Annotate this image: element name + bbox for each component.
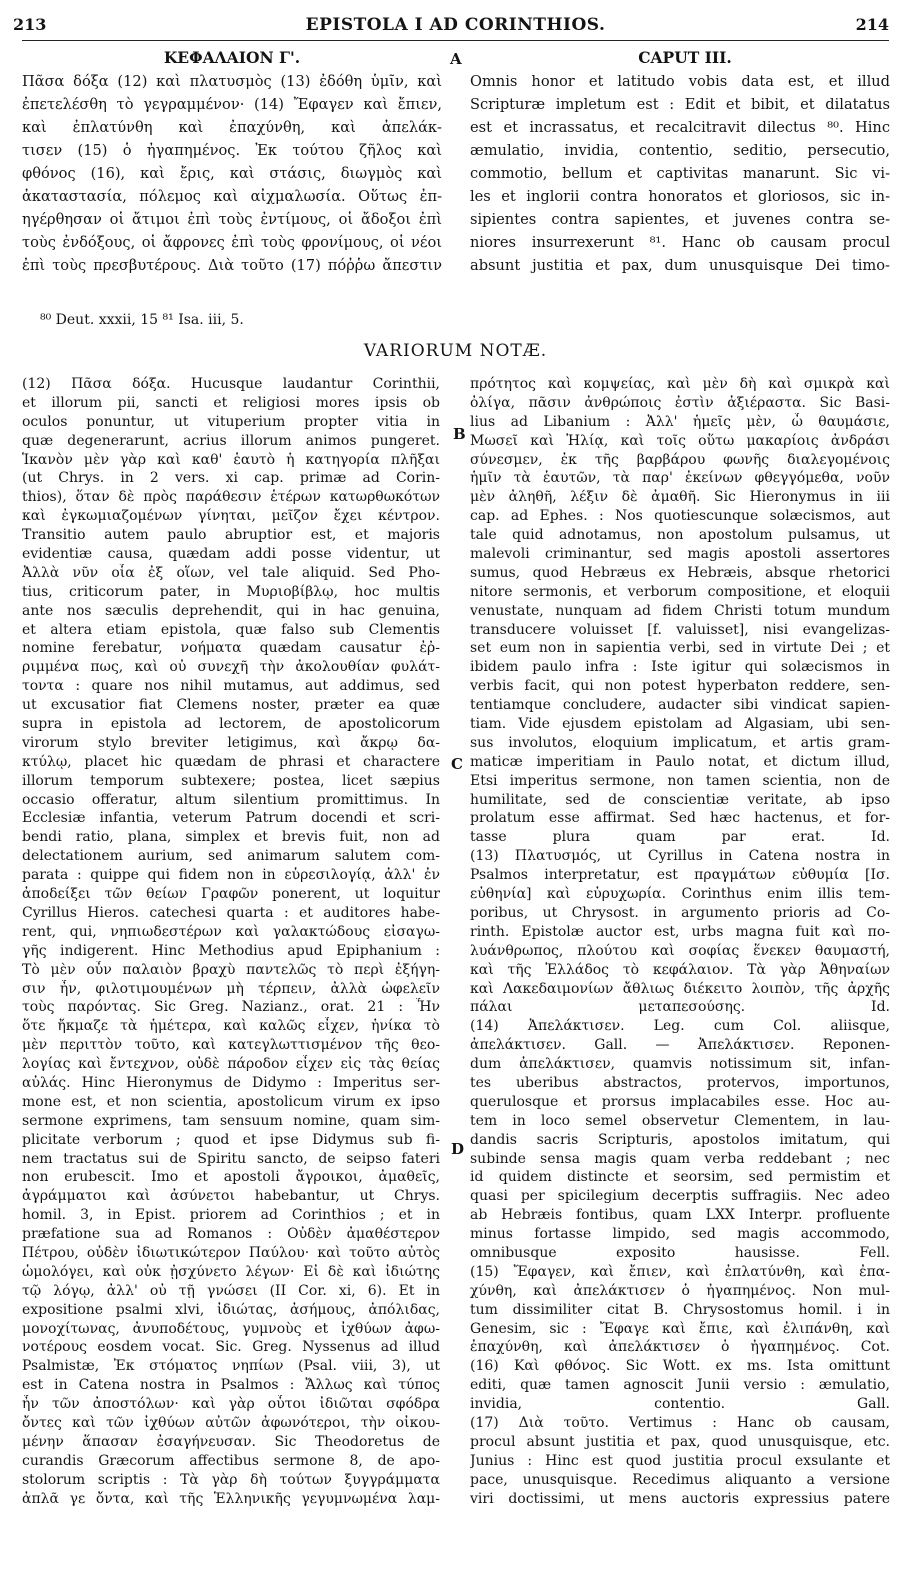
- notes-left-column: [22, 375, 440, 1508]
- greek-line: Πᾶσα δόξα (12) καὶ πλατυσμὸς (13) ἐδόθη ὑμῖν, καὶ: [22, 73, 442, 90]
- greek-text-column: [22, 70, 442, 277]
- note-line: ὅτε ἤκμαζε τὰ ἡμέτερα, καὶ καλῶς εἶχεν, ἡνίκα τὸ: [22, 1018, 440, 1035]
- note-line: tiam. Vide ejusdem epistolam ad Algasiam, ubi sen-: [470, 716, 890, 733]
- note-line: evidentiæ causa, quædam addi posse videntur, ut: [22, 546, 440, 563]
- note-line: quasi per spicilegium decerptis suffragiis. Nec adeo: [470, 1188, 890, 1205]
- note-line: plicitate verborum ; quod et ipse Didymus sub fi-: [22, 1131, 440, 1148]
- note-line: Cyrillus Hieros. catechesi quarta : et auditores habe-: [22, 904, 440, 921]
- note-line: subinde sensa magis quam verba reddebant ; nec: [470, 1150, 890, 1167]
- note-line: ἀπελάκτισεν. Gall. — Ἀπελάκτισεν. Reponen-: [470, 1037, 890, 1054]
- note-line: non erubescit. Imo et apostoli ἄγροικοι, ἀμαθεῖς,: [22, 1169, 440, 1186]
- note-line: ab Hebræis fontibus, quam LXX Interpr. profluente: [470, 1207, 890, 1224]
- note-line: ἦν τῶν ἀποστόλων· καὶ γὰρ οὗτοι ἰδιῶται σφόδρα: [22, 1396, 440, 1413]
- greek-line: φθόνος (16), καὶ ἔρις, καὶ στάσις, διωγμὸς καὶ: [22, 165, 442, 182]
- note-line: (16) Καὶ φθόνος. Sic Wott. ex ms. Ista omittunt: [470, 1358, 890, 1375]
- note-line: (17) Διὰ τοῦτο. Vertimus : Hanc ob causam,: [470, 1414, 890, 1431]
- greek-line: ἀκαταστασία, πόλεμος καὶ αἰχμαλωσία. Οὕτως ἐπ-: [22, 188, 442, 205]
- note-line: γῆς indigerent. Hinc Methodius apud Epiphanium :: [22, 942, 440, 959]
- note-line: illorum temporum subtexere; postea, licet sæpius: [22, 772, 440, 789]
- note-line: Πέτρου, οὐδὲν ἰδιωτικώτερον Παύλου· καὶ τοῦτο αὐτὸς: [22, 1244, 440, 1261]
- note-line: rinth. Epistolæ auctor est, urbs magna fuit καὶ πο-: [470, 923, 890, 940]
- note-line: εὐθηνία] καὶ εὐρυχωρία. Corinthus enim illis tem-: [470, 886, 890, 903]
- note-line: procul absunt justitia et pax, quod unusquisque, etc.: [470, 1433, 890, 1450]
- note-line: tum dissimiliter citat B. Chrysostomus homil. i in: [470, 1301, 890, 1318]
- note-line: Psalmistæ, Ἐκ στόματος νηπίων (Psal. viii, 3), ut: [22, 1358, 440, 1375]
- note-line: κτύλῳ, placet hic quædam de phrasi et charactere: [22, 753, 440, 770]
- note-line: sumus, quod Hebræus ex Hebræis, absque rhetorici: [470, 564, 890, 581]
- note-line: αὐλάς. Hinc Hieronymus de Didymo : Imperitus ser-: [22, 1074, 440, 1091]
- greek-chapter-heading: ΚΕΦΑΛΑΙΟΝ Γ'.: [163, 48, 301, 67]
- note-line: dandis sacris Scripturis, apostolos imitatum, qui: [470, 1131, 890, 1148]
- note-line: nomine ferebatur, νοήματα quædam causatur ἐῤ-: [22, 640, 440, 657]
- note-line: delectationem aurium, sed animarum salutem com-: [22, 848, 440, 865]
- note-line: supra in epistola ad lectorem, de apostolicorum: [22, 716, 440, 733]
- note-line: querulosque et prorsus implacabiles esse. Hoc au-: [470, 1093, 890, 1110]
- greek-line: τισεν (15) ὁ ἠγαπημένος. Ἐκ τούτου ζῆλος καὶ: [22, 142, 442, 159]
- note-line: sus involutos, eloquium implicatum, et artis gram-: [470, 734, 890, 751]
- note-line: ἀποδείξει τῶν θείων Γραφῶν ponerent, ut loquitur: [22, 886, 440, 903]
- latin-line: sipientes contra sapientes, et juvenes contra se-: [470, 211, 890, 228]
- note-line: set eum non in sapientia verbi, sed in virtute Dei ; et: [470, 640, 890, 657]
- note-line: Junius : Hinc est quod justitia procul exsulante et: [470, 1452, 890, 1469]
- note-line: ibidem paulo infra : Iste igitur qui solæcismos in: [470, 659, 890, 676]
- note-line: lius ad Libanium : Ἀλλ' ἡμεῖς μὲν, ὦ θαυμάσιε,: [470, 413, 890, 430]
- latin-line: Scripturæ impletum est : Edit et bibit, et dilatatus: [470, 96, 890, 113]
- note-line: καὶ ἐγκωμιαζομένων γίνηται, μεῖζον ἔχει κέντρον.: [22, 508, 440, 525]
- note-line: καὶ Λακεδαιμονίων ἄθλιως διέκειτο λοιπὸν, τῆς ἀρχῆς: [470, 980, 890, 997]
- page-header: [0, 15, 911, 41]
- note-line: malevoli criminantur, sed magis apostoli assertores: [470, 546, 890, 563]
- note-line: ὀλίγα, πᾶσιν ἀνθρώποις ἐστὶν ἀξιέραστα. Sic Basi-: [470, 394, 890, 411]
- note-line: ut excusatior fiat Clemens noster, præter ea quæ: [22, 697, 440, 714]
- note-line: cap. ad Ephes. : Nos quotiescunque solæcismos, aut: [470, 508, 890, 525]
- note-line: λογίας καὶ ἔντεχνον, οὐδὲ πάροδον εἶχεν εἰς τὰς θείας: [22, 1056, 440, 1073]
- notes-title: VARIORUM NOTÆ.: [363, 341, 548, 361]
- note-line: parata : quippe qui fidem non in εὑρεσιλογίᾳ, ἀλλ' ἐν: [22, 867, 440, 884]
- note-line: (ut Chrys. in 2 vers. xi cap. primæ ad Corin-: [22, 470, 440, 487]
- notes-right-column: [470, 375, 890, 1508]
- scripture-references: ⁸⁰ Deut. xxxii, 15 ⁸¹ Isa. iii, 5.: [40, 312, 244, 328]
- note-line: prolatum esse affirmat. Sed hæc hactenus, et for-: [470, 810, 890, 827]
- margin-marker-d: D: [451, 1140, 465, 1158]
- note-line: μὲν ἀληθῆ, λέξιν δὲ ἀμαθῆ. Sic Hieronymus in iii: [470, 489, 890, 506]
- note-line: Τὸ μὲν οὖν παλαιὸν βραχὺ παντελῶς τὸ περὶ ἐξήγη-: [22, 961, 440, 978]
- note-line: ὡμολόγει, καὶ οὐκ ᾐσχύνετο λέγων· Εἰ δὲ καὶ ἰδιώτης: [22, 1263, 440, 1280]
- page-number-left: 213: [13, 15, 47, 34]
- note-line: Ἱκανὸν μὲν γὰρ καὶ καθ' ἑαυτὸ ἡ κατηγορία πλῆξαι: [22, 451, 440, 468]
- note-line: Etsi imperitus sermone, non tamen scientia, non de: [470, 772, 890, 789]
- note-line: τῷ λόγῳ, ἀλλ' οὐ τῇ γνώσει (II Cor. xi, 6). Et in: [22, 1282, 440, 1299]
- note-line: humilitate, sed de conscientiæ veritate, ab ipso: [470, 791, 890, 808]
- note-line: oculos ponuntur, ut vituperium propter vitia in: [22, 413, 440, 430]
- note-line: μένην ἅπασαν ἐσαγήνευσαν. Sic Theodoretus de: [22, 1433, 440, 1450]
- greek-line: τοὺς ἐνδόξους, οἱ ἄφρονες ἐπὶ τοὺς φρονίμους, οἱ νέοι: [22, 234, 442, 251]
- note-line: editi, quæ tamen agnoscit Junii versio : æmulatio,: [470, 1377, 890, 1394]
- note-line: ριμμένα πως, καὶ οὐ συνεχῆ τὴν ἀκολουθίαν φυλάτ-: [22, 659, 440, 676]
- margin-marker-a: A: [450, 50, 462, 68]
- note-line: nitore sermonis, et verborum compositione, et eloquii: [470, 583, 890, 600]
- page-number-right: 214: [855, 15, 889, 34]
- note-line: (12) Πᾶσα δόξα. Hucusque laudantur Corinthii,: [22, 376, 440, 392]
- note-line: tale quid adnotamus, non apostolum pulsamus, ut: [470, 527, 890, 544]
- note-line: est in Catena nostra in Psalmos : Ἄλλως καὶ τύπος: [22, 1377, 440, 1394]
- note-line: minus fortasse limpido, sed magis accommodo,: [470, 1226, 890, 1243]
- note-line: rent, qui, νηπιωδεστέρων καὶ γαλακτώδους εἰσαγω-: [22, 923, 440, 940]
- note-line: Ἀλλὰ νῦν οἷα ἐξ οἵων, vel tale aliquid. Sed Pho-: [22, 564, 440, 581]
- margin-marker-b: B: [453, 425, 466, 443]
- note-line: χύνθη, καὶ ἀπελάκτισεν ὁ ἠγαπημένος. Non mul-: [470, 1282, 890, 1299]
- greek-line: ἐπὶ τοὺς πρεσβυτέρους. Διὰ τοῦτο (17) πόῤῥω ἄπεστιν: [22, 257, 442, 274]
- note-line: thios), ὅταν δὲ πρὸς παράθεσιν ἑτέρων κατωρθωκότων: [22, 489, 440, 506]
- note-line: tius, criticorum pater, in Μυριοβίβλῳ, hoc multis: [22, 583, 440, 600]
- note-line: curandis Græcorum affectibus sermone 8, de apo-: [22, 1452, 440, 1469]
- latin-line: niores insurrexerunt ⁸¹. Hanc ob causam procul: [470, 234, 890, 251]
- note-line: tem in loco semel observetur Clementem, in lau-: [470, 1112, 890, 1129]
- note-line: id quidem distincte et seorsim, sed permistim et: [470, 1169, 890, 1186]
- latin-line: Omnis honor et latitudo vobis data est, et illud: [470, 73, 890, 90]
- note-line: πάλαι μεταπεσούσης. Id.: [470, 999, 890, 1016]
- note-line: σιν ἦν, φιλοτιμουμένων μὴ τέρπειν, ἀλλὰ ὠφελεῖν: [22, 980, 440, 997]
- note-line: præfatione sua ad Romanos : Οὐδὲν ἀμαθέστερον: [22, 1226, 440, 1243]
- latin-chapter-heading: CAPUT III.: [638, 48, 732, 67]
- running-head: EPISTOLA I AD CORINTHIOS.: [305, 15, 606, 35]
- note-line: tentiamque concludere, audacter sibi vindicat sapien-: [470, 697, 890, 714]
- note-line: omnibusque exposito hausisse. Fell.: [470, 1244, 890, 1261]
- note-line: bendi ratio, plana, simplex et brevis fuit, non ad: [22, 829, 440, 846]
- note-line: Psalmos interpretatur, est πραγμάτων εὐθυμία [Ισ.: [470, 867, 890, 884]
- latin-line: æmulatio, invidia, contentio, seditio, persecutio,: [470, 142, 890, 159]
- header-rule: [22, 40, 889, 41]
- margin-marker-c: C: [451, 755, 463, 773]
- note-line: τοντα : quare nos nihil mutamus, aut addimus, sed: [22, 678, 440, 695]
- note-line: et altera etiam epistola, quæ falso sub Clementis: [22, 621, 440, 638]
- note-line: transducere voluisset [f. valuisset], nisi evangelizas-: [470, 621, 890, 638]
- note-line: ἡμῖν τὰ ἑαυτῶν, τὰ παρ' ἐκείνων φθεγγόμεθα, νοῦν: [470, 470, 890, 487]
- note-line: νοτέρους eosdem vocat. Sic. Greg. Nyssenus ad illud: [22, 1339, 440, 1356]
- note-line: et illorum pii, sancti et religiosi mores ipsis ob: [22, 394, 440, 411]
- latin-text-column: [470, 70, 890, 277]
- note-line: ἁπλᾶ γε ὄντα, καὶ τῆς Ἑλληνικῆς γεγυμνωμένα λαμ-: [22, 1490, 440, 1507]
- note-line: expositione psalmi xlvi, ἰδιώτας, ἀσήμους, ἀπόλιδας,: [22, 1301, 440, 1318]
- greek-line: ἐπετελέσθη τὸ γεγραμμένον· (14) Ἔφαγεν καὶ ἔπιεν,: [22, 96, 442, 113]
- note-line: quæ degenerarunt, acrius illorum animos pungeret.: [22, 432, 440, 449]
- greek-line: καὶ ἐπλατύνθη καὶ ἐπαχύνθη, καὶ ἀπελάκ-: [22, 119, 442, 136]
- note-line: tasse plura quam par erat. Id.: [470, 829, 890, 846]
- note-line: Ecclesiæ infantia, veterum Patrum docendi et scri-: [22, 810, 440, 827]
- note-line: maticæ imperitiam in Paulo notat, et dictum illud,: [470, 753, 890, 770]
- note-line: stolorum scriptis : Τὰ γὰρ δὴ τούτων ξυγγράμματα: [22, 1471, 440, 1488]
- note-line: poribus, ut Chrysost. in argumento prioris ad Co-: [470, 904, 890, 921]
- note-line: invidia, contentio. Gall.: [470, 1396, 890, 1413]
- note-line: (15) Ἔφαγεν, καὶ ἔπιεν, καὶ ἐπλατύνθη, καὶ ἐπα-: [470, 1263, 890, 1280]
- note-line: καὶ τῆς Ἑλλάδος τὸ κεφάλαιον. Τὰ γὰρ Ἀθηναίων: [470, 961, 890, 978]
- note-line: mone est, et non scientia, apostolicum virum ex ipso: [22, 1093, 440, 1110]
- note-line: pace, unusquisque. Recedimus aliquanto a versione: [470, 1471, 890, 1488]
- note-line: Genesim, sic : Ἔφαγε καὶ ἔπιε, καὶ ἐλιπάνθη, καὶ: [470, 1320, 890, 1337]
- latin-line: commotio, bellum et captivitas manarunt. Sic vi-: [470, 165, 890, 182]
- note-line: sermone exprimens, tam sensuum nomine, quam sim-: [22, 1112, 440, 1129]
- note-line: (14) Ἀπελάκτισεν. Leg. cum Col. aliisque,: [470, 1018, 890, 1035]
- note-line: μὲν περιττὸν τοῦτο, καὶ κατεγλωττισμένον τῆς θεο-: [22, 1037, 440, 1054]
- note-line: τοὺς παρόντας. Sic Greg. Nazianz., orat. 21 : Ἦν: [22, 999, 440, 1016]
- latin-line: les et inglorii contra honoratos et gloriosos, sic in-: [470, 188, 890, 205]
- note-line: Μωσεῖ καὶ Ἠλίᾳ, καὶ τοῖς οὕτω μακαρίοις ἀνδράσι: [470, 432, 890, 449]
- note-line: ἀγράμματοι καὶ ἀσύνετοι habebantur, ut Chrys.: [22, 1188, 440, 1205]
- note-line: πρότητος καὶ κομψείας, καὶ μὲν δὴ καὶ σμικρὰ καὶ: [470, 376, 890, 392]
- note-line: homil. 3, in Epist. priorem ad Corinthios ; et in: [22, 1207, 440, 1224]
- note-line: Transitio autem paulo abruptior est, et majoris: [22, 527, 440, 544]
- note-line: λυάνθρωπος, πλούτου καὶ σοφίας ἕνεκεν θαυμαστή,: [470, 942, 890, 959]
- note-line: dum ἀπελάκτισεν, quamvis notissimum sit, infan-: [470, 1056, 890, 1073]
- latin-line: est et incrassatus, et recalcitravit dilectus ⁸⁰. Hinc: [470, 119, 890, 136]
- note-line: ἐπαχύνθη, καὶ ἀπελάκτισεν ὁ ἠγαπημένος. Cot.: [470, 1339, 890, 1356]
- note-line: σύνεσμεν, ἐκ τῆς βαρβάρου φωνῆς διαλεγομένοις: [470, 451, 890, 468]
- greek-line: ηγέρθησαν οἱ ἄτιμοι ἐπὶ τοὺς ἐντίμους, οἱ ἄδοξοι ἐπὶ: [22, 211, 442, 228]
- note-line: tes uberibus abstractos, protervos, importunos,: [470, 1074, 890, 1091]
- note-line: ὄντες καὶ τῶν ἰχθύων αὐτῶν ἀφωνότεροι, τὴν οἰκου-: [22, 1414, 440, 1431]
- note-line: verbis facit, qui non potest hyperbaton reddere, sen-: [470, 678, 890, 695]
- latin-line: absunt justitia et pax, dum unusquisque Dei timo-: [470, 257, 890, 274]
- note-line: occasio offeratur, altum silentium promittimus. In: [22, 791, 440, 808]
- note-line: μονοχίτωνας, ἀνυποδέτους, γυμνοὺς et ἰχθύων ἀφω-: [22, 1320, 440, 1337]
- note-line: viri doctissimi, ut mens auctoris expressius patere: [470, 1490, 890, 1507]
- note-line: venustate, nunquam ad fidem Christi totum mundum: [470, 602, 890, 619]
- note-line: ante nos sæculis deprehendit, qui in hac genuina,: [22, 602, 440, 619]
- note-line: nem tractatus sui de Spiritu sancto, de seipso fateri: [22, 1150, 440, 1167]
- note-line: virorum stylo breviter letigimus, καὶ ἄκρῳ δα-: [22, 734, 440, 751]
- note-line: (13) Πλατυσμός, ut Cyrillus in Catena nostra in: [470, 848, 890, 865]
